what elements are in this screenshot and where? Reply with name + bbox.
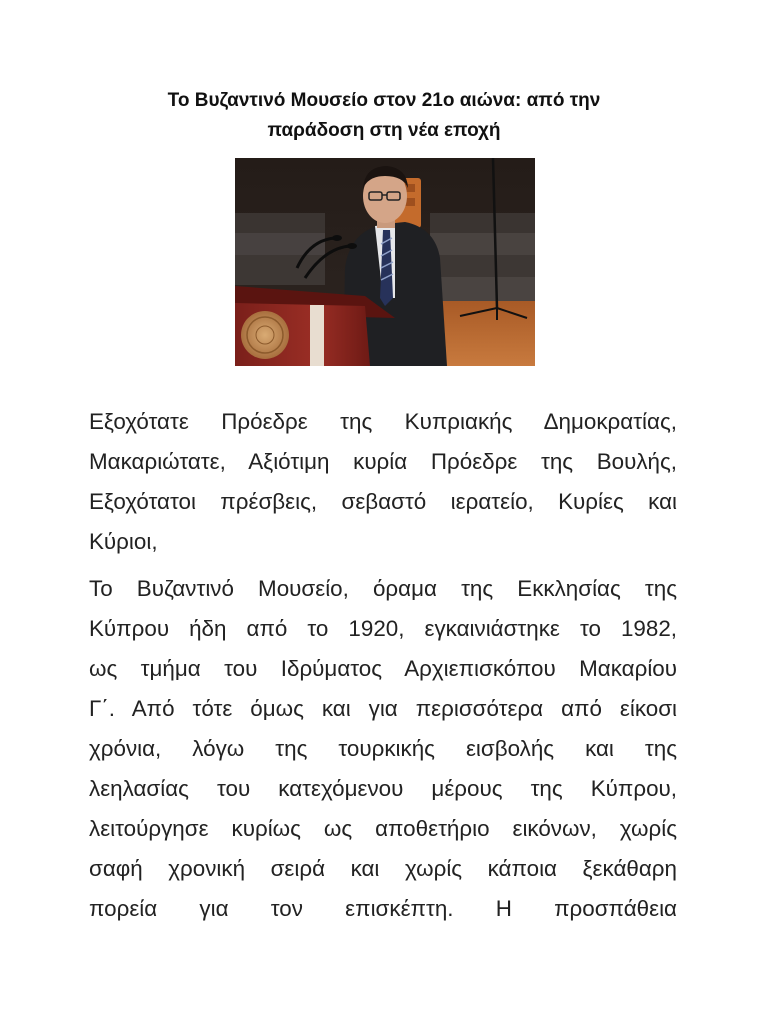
paragraph-greeting xyxy=(89,402,677,562)
title-line: παράδοση στη νέα εποχή xyxy=(267,120,501,141)
text-line: Εξοχότατοι πρέσβεις, σεβαστό ιερατείο, Κυρίες και xyxy=(89,489,677,514)
text-line: σαφή χρονική σειρά και χωρίς κάποια ξεκάθαρη xyxy=(89,856,677,881)
text-line: Το Βυζαντινό Μουσείο, όραμα της Εκκλησίας της xyxy=(89,576,677,601)
text-line: χρόνια, λόγω της τουρκικής εισβολής και της xyxy=(89,736,677,761)
paragraph-museum-history xyxy=(89,569,677,929)
text-line: Γ΄. Από τότε όμως και για περισσότερα από είκοσι xyxy=(89,696,677,721)
speaker-photo xyxy=(235,158,535,366)
title-line: Το Βυζαντινό Μουσείο στον 21ο αιώνα: από την xyxy=(167,90,601,111)
text-line: Εξοχότατε Πρόεδρε της Κυπριακής Δημοκρατίας, xyxy=(89,409,677,434)
text-line: λεηλασίας του κατεχόμενου μέρους της Κύπρου, xyxy=(89,776,677,801)
text-line: λειτούργησε κυρίως ως αποθετήριο εικόνων, χωρίς xyxy=(89,816,677,841)
text-line: Κύριοι, xyxy=(89,529,158,554)
document-title xyxy=(90,86,678,146)
text-line: ως τμήμα του Ιδρύματος Αρχιεπισκόπου Μακαρίου xyxy=(89,656,677,681)
text-line: πορεία για τον επισκέπτη. Η προσπάθεια xyxy=(89,896,677,921)
text-line: Κύπρου ήδη από το 1920, εγκαινιάστηκε το 1982, xyxy=(89,616,677,641)
speaker-at-podium-image xyxy=(235,158,535,366)
text-line: Μακαριώτατε, Αξιότιμη κυρία Πρόεδρε της Βουλής, xyxy=(89,449,677,474)
